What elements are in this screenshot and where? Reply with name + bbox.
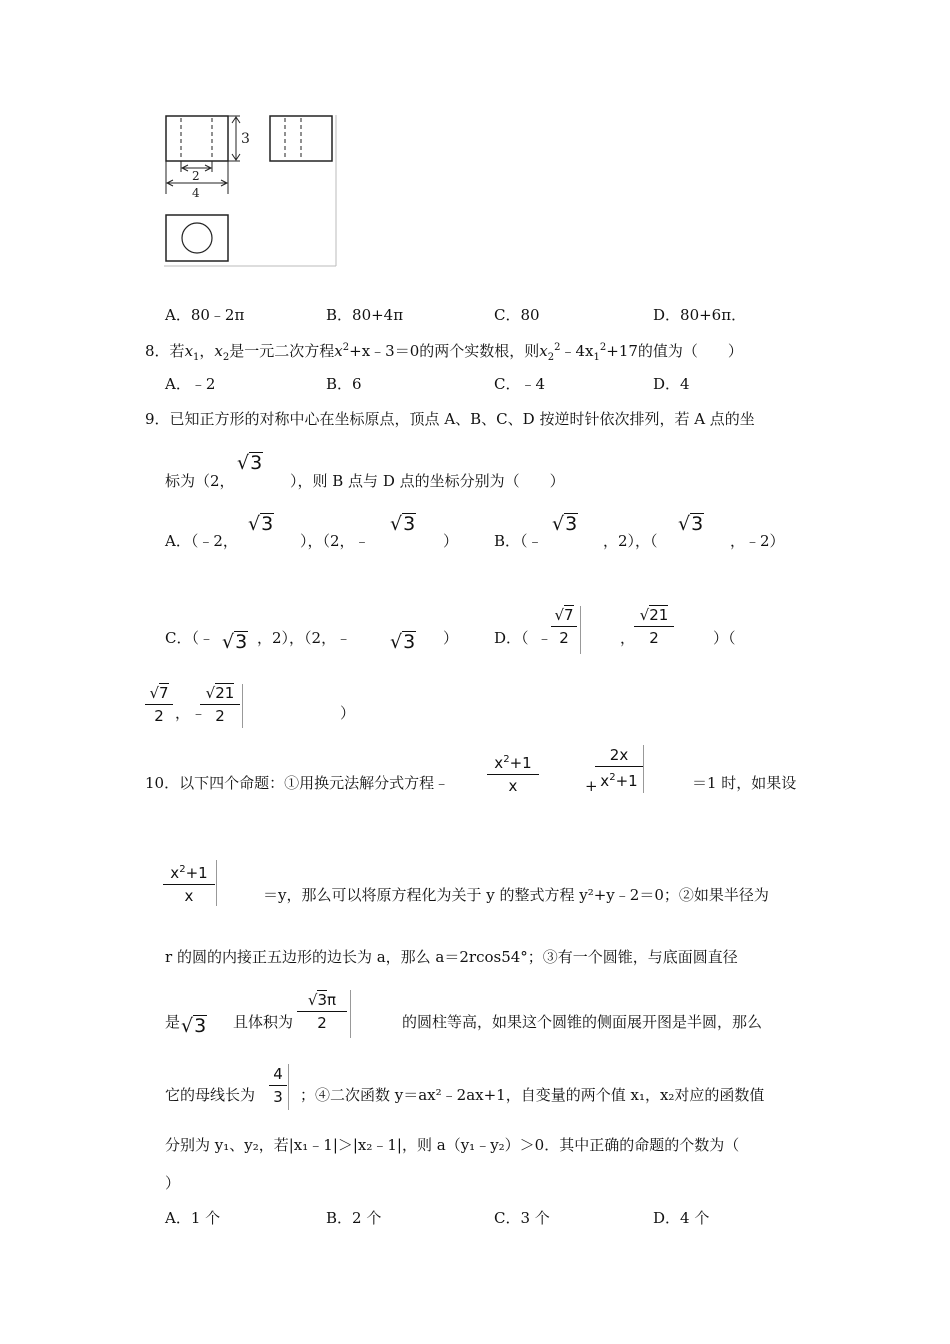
q9-a-sqrt3-2: √3 bbox=[390, 513, 416, 535]
q9-option-c[interactable]: C．（﹣ bbox=[165, 629, 214, 647]
q9-b-sqrt3-1: √3 bbox=[552, 513, 578, 535]
q10-frac-2x-over-x2plus1: 2x $x^2+1$ bbox=[595, 745, 643, 791]
q9-d-comma-1: ， bbox=[620, 629, 636, 647]
q9-sqrt3: √3 bbox=[237, 452, 263, 474]
q9-option-c-mid: ，2），（2，﹣ bbox=[257, 629, 352, 647]
q9-d-frac-sqrt21-1: √21 2 bbox=[634, 605, 674, 648]
q9-option-b-mid: ，2），（ bbox=[603, 532, 658, 550]
q10-option-c[interactable]: C．3 个 bbox=[494, 1209, 550, 1227]
q9-d-frac-sqrt21-2: √21 2 bbox=[200, 683, 240, 726]
q8-option-b[interactable]: B．6 bbox=[326, 375, 362, 393]
q9-stem-line2-end: ），则 B 点与 D 点的坐标分别为（ ） bbox=[290, 472, 565, 490]
q8-option-a[interactable]: A．﹣2 bbox=[165, 375, 216, 393]
q10-sqrt3: √3 bbox=[181, 1015, 207, 1037]
q9-option-a[interactable]: A．（﹣2， bbox=[165, 532, 238, 550]
q10-stem-line4-mid: 且体积为 bbox=[233, 1013, 294, 1031]
q8-option-c[interactable]: C．﹣4 bbox=[494, 375, 546, 393]
q9-option-a-mid: ），（2，﹣ bbox=[300, 532, 370, 550]
q10-option-d[interactable]: D．4 个 bbox=[653, 1209, 710, 1227]
q9-d-minus-1: ﹣ bbox=[537, 629, 553, 647]
q10-option-a[interactable]: A．1 个 bbox=[165, 1209, 221, 1227]
q10-stem-line1: 10．以下四个命题：①用换元法解分式方程﹣ bbox=[145, 774, 450, 792]
q7-option-d[interactable]: D．80+6π． bbox=[653, 306, 747, 324]
q9-option-d[interactable]: D．（ bbox=[494, 629, 529, 647]
q7-option-c[interactable]: C．80 bbox=[494, 306, 540, 324]
top-view-circle bbox=[182, 223, 212, 253]
q10-stem-line5-end: ；④二次函数 y＝ax²﹣2ax+1，自变量的两个值 x₁，x₂对应的函数值 bbox=[300, 1086, 765, 1104]
q10-stem-line3: r 的圆的内接正五边形的边长为 a，那么 a＝2rcos54°；③有一个圆锥，与底面圆直径 bbox=[165, 948, 738, 966]
q9-c-sqrt3-1: √3 bbox=[222, 631, 248, 653]
q10-frac-sqrt3pi-over-2: √3π 2 bbox=[297, 990, 347, 1033]
front-view bbox=[166, 116, 228, 161]
q9-option-b[interactable]: B．（﹣ bbox=[494, 532, 543, 550]
q10-stem-line2: ＝y，那么可以将原方程化为关于 y 的整式方程 y²+y﹣2＝0；②如果半径为 bbox=[263, 886, 769, 904]
dim-outer-label: 4 bbox=[192, 186, 200, 200]
q9-stem-line2-start: 标为（2， bbox=[165, 472, 235, 490]
q9-option-b-end: ，﹣2） bbox=[730, 532, 785, 550]
q10-stem-line5-start: 它的母线长为 bbox=[165, 1086, 256, 1104]
q9-stem-line1: 9．已知正方形的对称中心在坐标原点，顶点 A、B、C、D 按逆时针依次排列，若 A 点的坐 bbox=[145, 410, 755, 428]
q10-frac-x2plus1-over-x: $x^2+1$ x bbox=[487, 750, 539, 796]
q7-option-a[interactable]: A．80﹣2π bbox=[165, 306, 245, 324]
q9-option-c-end: ） bbox=[443, 629, 459, 647]
q10-stem-line4-start: 是 bbox=[165, 1013, 181, 1031]
q8-option-d[interactable]: D．4 bbox=[653, 375, 690, 393]
q10-stem-line1-end: ＝1 时，如果设 bbox=[692, 774, 797, 792]
top-view bbox=[166, 215, 228, 261]
q9-d-frac-sqrt7-2: √7 2 bbox=[145, 683, 173, 726]
q10-frac-substitution: $x^2+1$ x bbox=[163, 860, 215, 906]
q9-b-sqrt3-2: √3 bbox=[678, 513, 704, 535]
q10-frac-4-over-3: 4 3 bbox=[269, 1064, 287, 1107]
q9-option-a-end: ） bbox=[443, 532, 459, 550]
q9-d-minus-2: ﹣ bbox=[191, 704, 207, 722]
q10-stem-line7: ） bbox=[165, 1174, 181, 1192]
dim-height-label: 3 bbox=[241, 131, 250, 147]
q8-stem: 8．若$x_1$，$x_2$是一元二次方程$x^2+x﹣3=0$的两个实数根，则$x_2^2﹣4x_1^2+17$的值为（ ） bbox=[145, 342, 743, 363]
q9-d-end: ） bbox=[340, 704, 356, 722]
q10-stem-line4-end: 的圆柱等高，如果这个圆锥的侧面展开图是半圆，那么 bbox=[402, 1013, 763, 1031]
q9-d-frac-sqrt7-1: √7 2 bbox=[551, 605, 577, 648]
q10-plus: + bbox=[585, 777, 598, 795]
q9-d-mid: ）（ bbox=[713, 629, 736, 647]
three-view-figure bbox=[160, 110, 345, 270]
q10-option-b[interactable]: B．2 个 bbox=[326, 1209, 382, 1227]
q7-option-b[interactable]: B．80+4π bbox=[326, 306, 404, 324]
dim-inner-label: 2 bbox=[192, 169, 200, 183]
q9-d-comma-2: ， bbox=[175, 704, 191, 722]
q9-c-sqrt3-2: √3 bbox=[390, 631, 416, 653]
q10-stem-line6: 分别为 y₁、y₂，若|x₁﹣1|＞|x₂﹣1|，则 a（y₁﹣y₂）＞0．其中正确的命题的个数为（ bbox=[165, 1136, 740, 1154]
q9-a-sqrt3-1: √3 bbox=[248, 513, 274, 535]
